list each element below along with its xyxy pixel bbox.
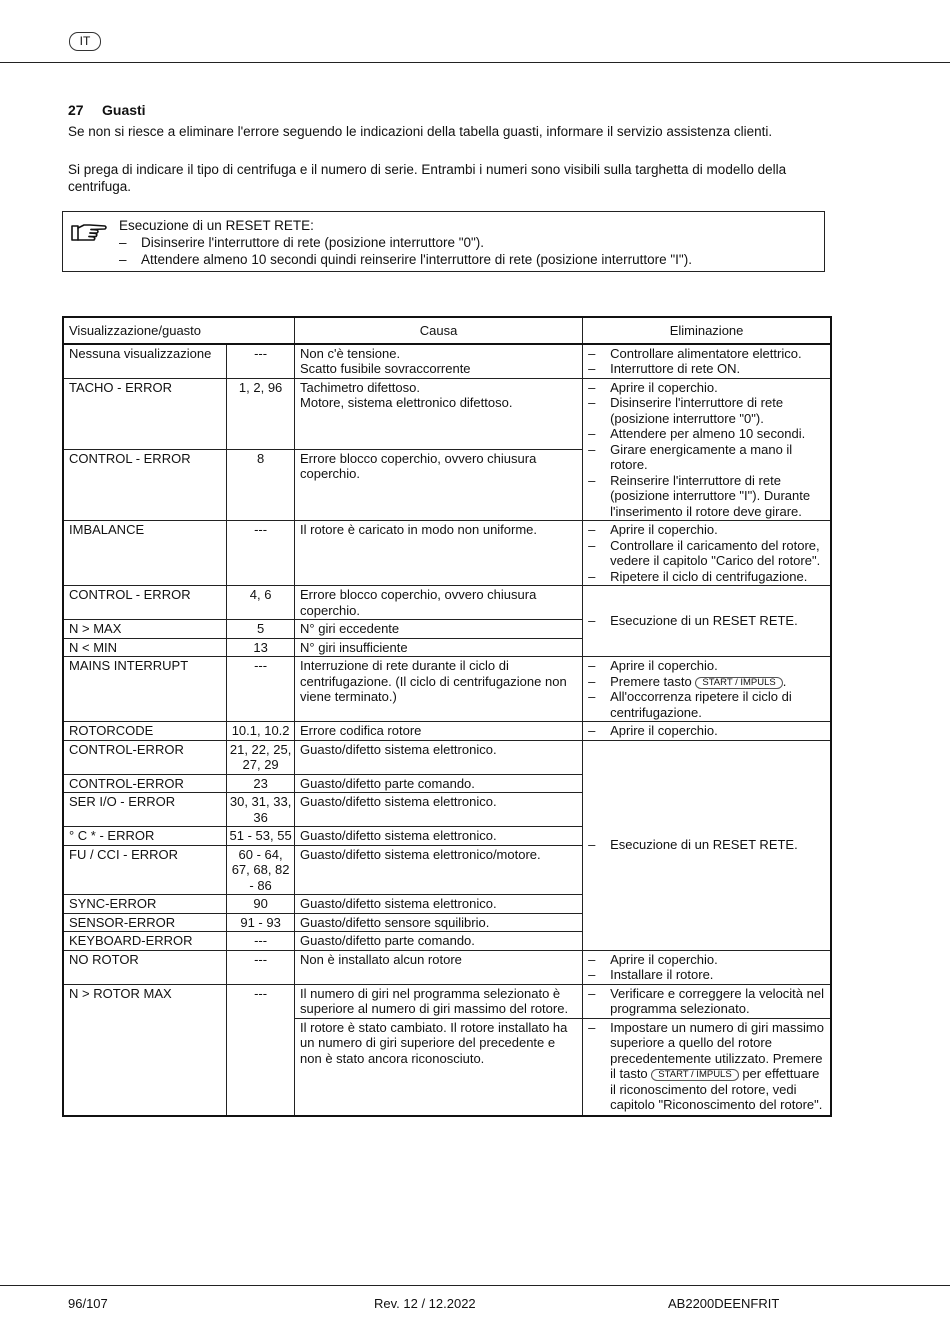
remedy-cell: – Aprire il coperchio. [583,722,831,741]
table-row [63,984,831,1018]
code-cell: 90 [227,895,295,914]
display-cell: MAINS INTERRUPT [63,657,227,722]
code-cell: --- [227,344,295,379]
display-cell: NO ROTOR [63,950,227,984]
table-row [63,657,831,722]
cause-cell: Interruzione di rete durante il ciclo di centrifugazione. (Il ciclo di centrifugazione non viene terminato.) [295,657,583,722]
cause-cell: Guasto/difetto sistema elettronico/motore. [295,845,583,895]
cause-cell: Errore blocco coperchio, ovvero chiusura coperchio. [295,449,583,520]
remedy-cell: – Aprire il coperchio. – Premere tasto START / IMPULS . – All'occorrenza ripetere il ciclo di centrifugazione. [583,657,831,722]
code-cell: 1, 2, 96 [227,378,295,449]
header-display: Visualizzazione/guasto [63,317,295,344]
cause-cell: Il rotore è stato cambiato. Il rotore installato ha un numero di giri superiore del precedente e non è stato ancora riconosciuto. [295,1018,583,1116]
display-cell: FU / CCI - ERROR [63,845,227,895]
display-cell: TACHO - ERROR [63,378,227,449]
cause-cell: Guasto/difetto sensore squilibrio. [295,913,583,932]
display-cell: SYNC-ERROR [63,895,227,914]
cause-cell: Non è installato alcun rotore [295,950,583,984]
note-title: Esecuzione di un RESET RETE: [119,218,314,233]
cause-cell: Guasto/difetto sistema elettronico. [295,740,583,774]
display-cell: N < MIN [63,638,227,657]
header-remedy: Eliminazione [583,317,831,344]
intro-paragraph-2: Si prega di indicare il tipo di centrifuga e il numero di serie. Entrambi i numeri sono visibili sulla targhetta di modello della centrifuga. [68,162,787,194]
table-row [63,378,831,449]
code-cell: 23 [227,774,295,793]
display-cell: ° C * - ERROR [63,827,227,846]
cause-cell: Guasto/difetto sistema elettronico. [295,895,583,914]
display-cell: SENSOR-ERROR [63,913,227,932]
code-cell: 4, 6 [227,586,295,620]
remedy-cell: – Aprire il coperchio. – Installare il rotore. [583,950,831,984]
cause-cell: Errore blocco coperchio, ovvero chiusura coperchio. [295,586,583,620]
code-cell: 5 [227,620,295,639]
cause-cell: Guasto/difetto sistema elettronico. [295,827,583,846]
table-row [63,586,831,620]
cause-cell: Il rotore è caricato in modo non uniforme. [295,521,583,586]
display-cell: SER I/O - ERROR [63,793,227,827]
cause-cell: Il numero di giri nel programma selezionato è superiore al numero di giri massimo del rotore. [295,984,583,1018]
display-cell: IMBALANCE [63,521,227,586]
display-cell: CONTROL-ERROR [63,774,227,793]
display-cell: N > ROTOR MAX [63,984,227,1116]
note-step-2: – Attendere almeno 10 secondi quindi reinserire l'interruttore di rete (posizione interruttore "I"). [119,252,692,267]
cause-cell: Errore codifica rotore [295,722,583,741]
table-row [63,521,831,586]
pointing-hand-icon [69,220,109,244]
code-cell: 13 [227,638,295,657]
note-step-1: – Disinserire l'interruttore di rete (posizione interruttore "0"). [119,235,485,250]
fault-table [62,316,832,1117]
display-cell: ROTORCODE [63,722,227,741]
code-cell: --- [227,984,295,1116]
section-heading [68,102,146,118]
cause-cell: Non c'è tensione. Scatto fusibile sovraccorrente [295,344,583,379]
footer-rule [0,1285,950,1286]
language-badge: IT [69,32,101,51]
code-cell: --- [227,521,295,586]
remedy-cell: – Esecuzione di un RESET RETE. [583,586,831,657]
remedy-cell: – Verificare e correggere la velocità nel programma selezionato. [583,984,831,1018]
header-cause: Causa [295,317,583,344]
start-impuls-key-icon: START / IMPULS [695,677,782,689]
code-cell: --- [227,932,295,951]
cause-cell: Guasto/difetto parte comando. [295,774,583,793]
code-cell: 21, 22, 25, 27, 29 [227,740,295,774]
display-cell: Nessuna visualizzazione [63,344,227,379]
cause-cell: Guasto/difetto parte comando. [295,932,583,951]
header-rule [0,62,950,63]
remedy-cell: – Aprire il coperchio. – Disinserire l'interruttore di rete (posizione interruttore "0"). – Attendere per almeno 10 secondi. – Girare energicamente a mano il rotore. – Reinserire l'interruttore di rete (posizione interruttore "I"). Durante l'inserimento il rotore deve girare. [583,378,831,521]
display-cell: KEYBOARD-ERROR [63,932,227,951]
reset-note-box [62,211,825,272]
cause-cell: N° giri insufficiente [295,638,583,657]
table-row [63,722,831,741]
code-cell: 51 - 53, 55 [227,827,295,846]
display-cell: CONTROL - ERROR [63,449,227,520]
display-cell: CONTROL-ERROR [63,740,227,774]
code-cell: 91 - 93 [227,913,295,932]
remedy-cell: – Controllare alimentatore elettrico. – Interruttore di rete ON. [583,344,831,379]
document-code: AB2200DEENFRIT [668,1296,780,1311]
code-cell: 30, 31, 33, 36 [227,793,295,827]
cause-cell: Tachimetro difettoso. Motore, sistema elettronico difettoso. [295,378,583,449]
code-cell: --- [227,950,295,984]
remedy-cell: – Impostare un numero di giri massimo superiore a quello del rotore precedentemente utilizzato. Premere il tasto START / IMPULS per effettuare il riconoscimento del rotore, vedi capitolo "Riconoscimento del rotore". [583,1018,831,1116]
section-number: 27 [68,102,84,118]
display-cell: N > MAX [63,620,227,639]
table-row [63,950,831,984]
revision: Rev. 12 / 12.2022 [374,1296,476,1311]
code-cell: --- [227,657,295,722]
page-number: 96/107 [68,1296,108,1311]
code-cell: 60 - 64, 67, 68, 82 - 86 [227,845,295,895]
start-impuls-key-icon: START / IMPULS [651,1069,738,1081]
code-cell: 10.1, 10.2 [227,722,295,741]
table-row [63,344,831,379]
cause-cell: Guasto/difetto sistema elettronico. [295,793,583,827]
table-header-row [63,317,831,344]
remedy-cell: – Esecuzione di un RESET RETE. [583,740,831,950]
remedy-cell: – Aprire il coperchio. – Controllare il caricamento del rotore, vedere il capitolo "Carico del rotore". – Ripetere il ciclo di centrifugazione. [583,521,831,586]
display-cell: CONTROL - ERROR [63,586,227,620]
code-cell: 8 [227,449,295,520]
table-row [63,740,831,774]
intro-paragraph-1: Se non si riesce a eliminare l'errore seguendo le indicazioni della tabella guasti, informare il servizio assistenza clienti. [68,124,773,139]
section-title: Guasti [102,102,146,118]
cause-cell: N° giri eccedente [295,620,583,639]
